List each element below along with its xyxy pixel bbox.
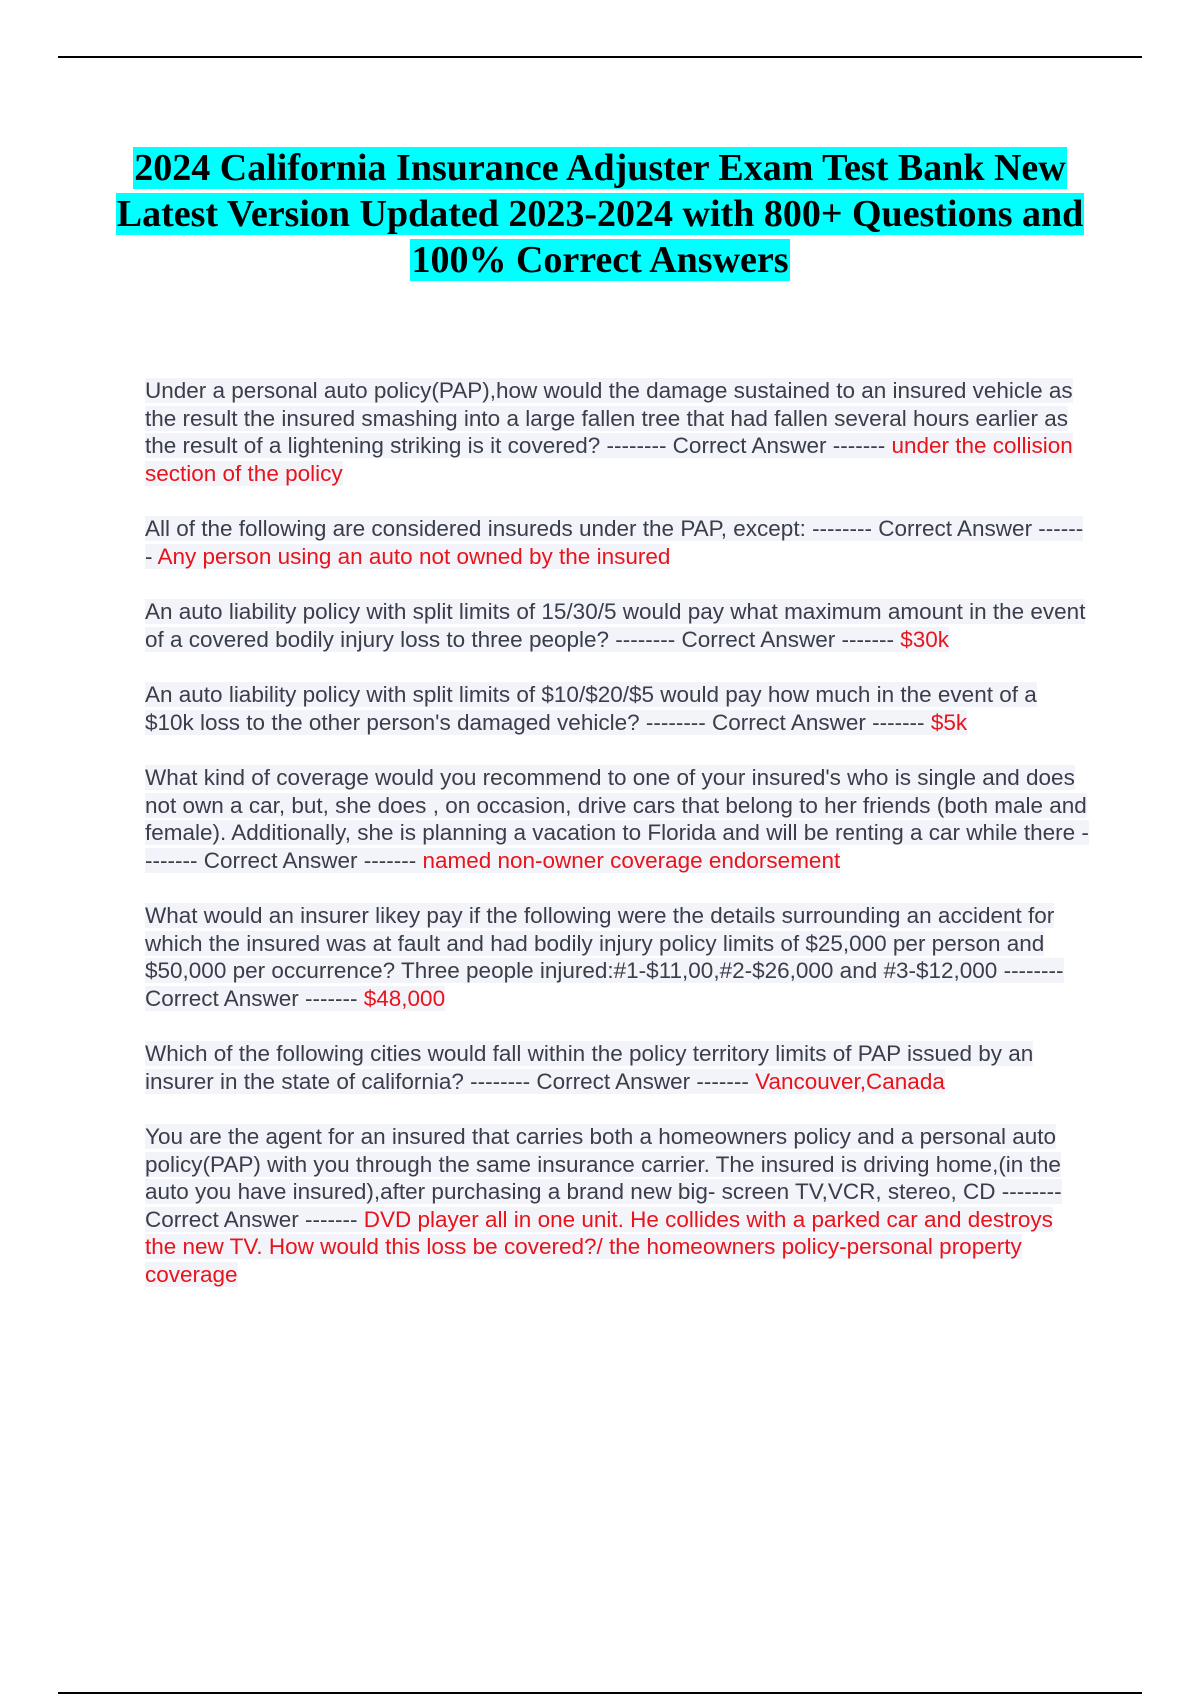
qa-list: [145, 377, 1090, 1316]
top-rule: [58, 56, 1142, 58]
title-block: [100, 145, 1100, 283]
qa-item-3: [145, 598, 1090, 653]
qa-item-1: [145, 377, 1090, 487]
qa-item-4: [145, 681, 1090, 736]
qa-item-5: [145, 764, 1090, 874]
question-text: All of the following are considered insureds under the PAP, except: -------- Correct Answer -------: [145, 516, 1084, 569]
qa-text: [145, 378, 1073, 486]
qa-text: [145, 1124, 1062, 1287]
question-text: An auto liability policy with split limits of $10/$20/$5 would pay how much in the event of a $10k loss to the other person's damaged vehicle? -------- Correct Answer -------: [145, 682, 1037, 735]
qa-text: [145, 682, 1037, 735]
qa-item-7: [145, 1040, 1090, 1095]
question-text: An auto liability policy with split limits of 15/30/5 would pay what maximum amount in the event of a covered bodily injury loss to three people? -------- Correct Answer -------: [145, 599, 1086, 652]
answer-text: $48,000: [363, 985, 446, 1011]
answer-text: named non-owner coverage endorsement: [422, 847, 841, 873]
qa-text: [145, 903, 1064, 1011]
question-text: What kind of coverage would you recommend to one of your insured's who is single and does not own a car, but, she does , on occasion, drive cars that belong to her friends (both male and female). Additionally, she is planning a vacation to Florida and will be renting a car while there -------- Correct Answer -------: [145, 765, 1089, 873]
question-text: Under a personal auto policy(PAP),how would the damage sustained to an insured vehicle as the result the insured smashing into a large fallen tree that had fallen several hours earlier as the result of a lightening striking is it covered? -------- Correct Answer -------: [145, 378, 1073, 458]
qa-text: [145, 599, 1085, 652]
answer-text: $5k: [930, 709, 968, 735]
qa-text: [145, 1041, 1033, 1094]
answer-text: Vancouver,Canada: [755, 1068, 945, 1094]
answer-text: $30k: [900, 626, 950, 652]
question-text: Which of the following cities would fall within the policy territory limits of PAP issued by an insurer in the state of california? -------- Correct Answer -------: [145, 1041, 1034, 1094]
answer-text: under the collision section of the policy: [145, 433, 1073, 486]
answer-text: DVD player all in one unit. He collides with a parked car and destroys the new TV. How would this loss be covered?/ the homeowners policy-personal property coverage: [145, 1206, 1053, 1287]
bottom-rule: [58, 1692, 1142, 1694]
question-text: You are the agent for an insured that carries both a homeowners policy and a personal auto policy(PAP) with you through the same insurance carrier. The insured is driving home,(in the auto you have insured),after purchasing a brand new big- screen TV,VCR, stereo, CD -------- Correct Answer -------: [145, 1124, 1062, 1232]
document-title: [100, 145, 1100, 283]
qa-item-8: [145, 1123, 1090, 1288]
qa-text: [145, 765, 1089, 873]
answer-text: Any person using an auto not owned by the insured: [157, 543, 671, 569]
qa-item-6: [145, 902, 1090, 1012]
qa-item-2: [145, 515, 1090, 570]
question-text: What would an insurer likey pay if the following were the details surrounding an accident for which the insured was at fault and had bodily injury policy limits of $25,000 per person and $50,000 per occurrence? Three people injured:#1-$11,00,#2-$26,000 and #3-$12,000 -------- Correct Answer -------: [145, 903, 1064, 1011]
qa-text: [145, 516, 1083, 569]
title-highlight: 2024 California Insurance Adjuster Exam Test Bank New Latest Version Updated 2023-2024 with 800+ Questions and 100% Correct Answers: [116, 147, 1084, 281]
